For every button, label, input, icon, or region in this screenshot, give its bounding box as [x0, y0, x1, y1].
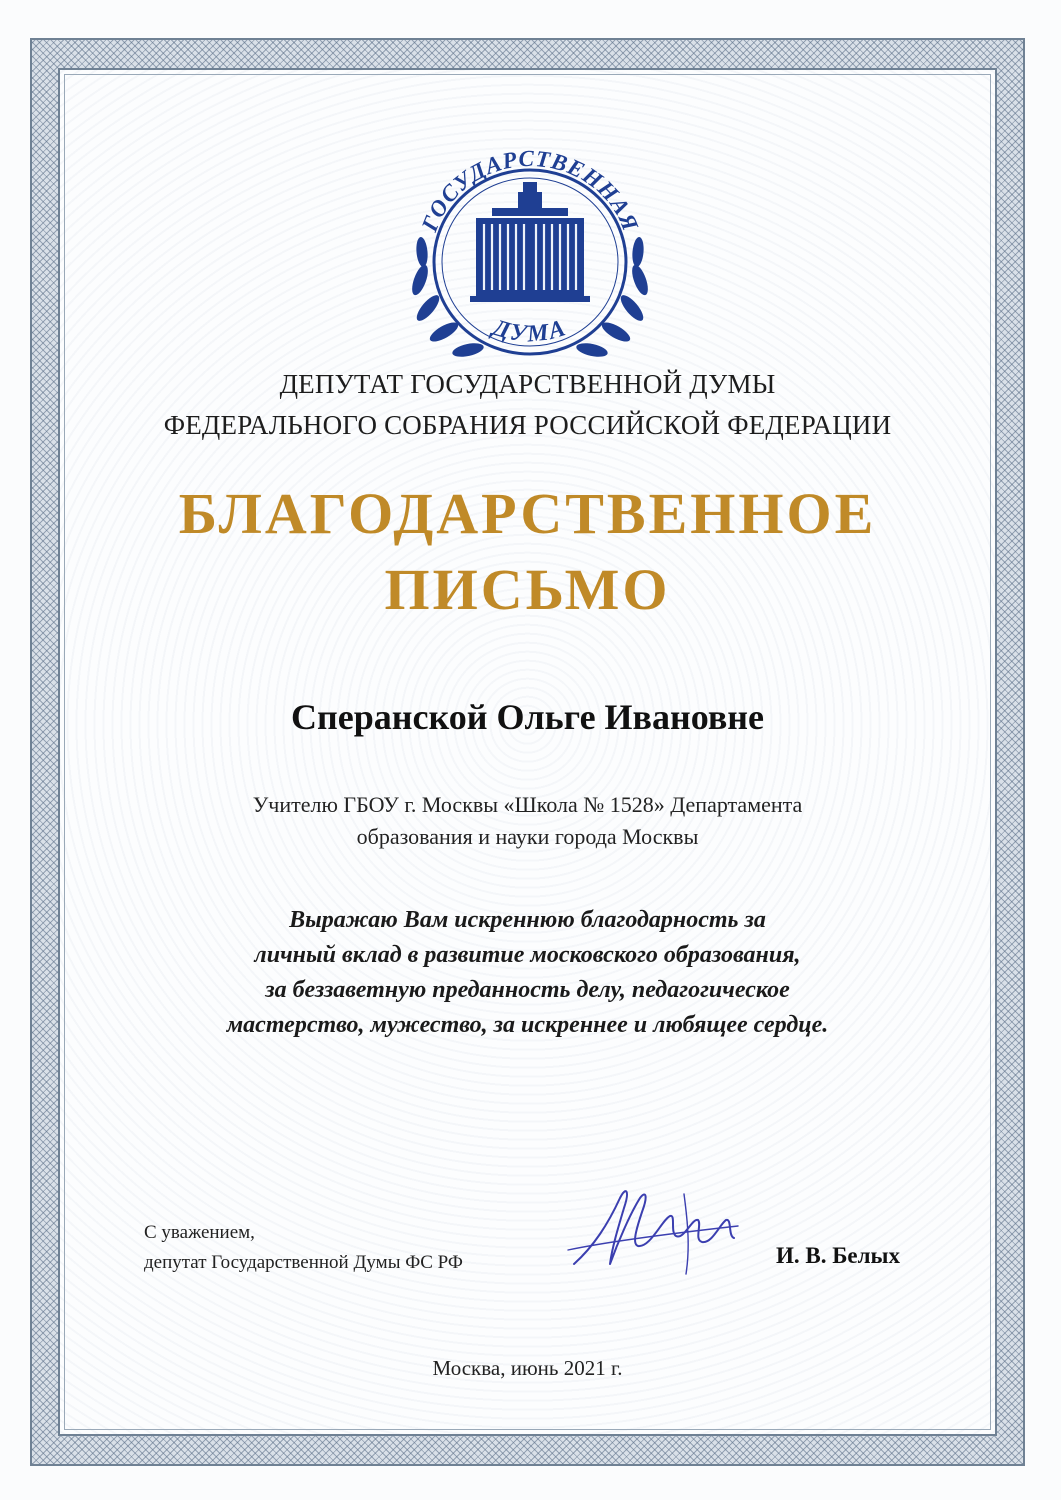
issuer-header	[58, 364, 997, 446]
recipient-position-line: образования и науки города Москвы	[356, 824, 699, 849]
recipient-position-line: Учителю ГБОУ г. Москвы «Школа № 1528» Департамента	[252, 792, 803, 817]
document-title	[58, 476, 997, 628]
closing-block	[144, 1218, 564, 1278]
issuer-header-line: ФЕДЕРАЛЬНОГО СОБРАНИЯ РОССИЙСКОЙ ФЕДЕРАЦИИ	[163, 410, 892, 440]
emblem-top-text: ГОСУДАРСТВЕННАЯ	[416, 145, 644, 235]
signer-role: депутат Государственной Думы ФС РФ	[144, 1252, 463, 1273]
message-line: Выражаю Вам искреннюю благодарность за	[289, 907, 766, 933]
signer-name: И. В. Белых	[775, 1243, 900, 1268]
message-line: за беззаветную преданность делу, педагогическое	[265, 977, 790, 1003]
recipient-position	[58, 789, 997, 853]
place-and-date: Москва, июнь 2021 г.	[432, 1356, 623, 1380]
document-title-line: БЛАГОДАРСТВЕННОЕ	[178, 481, 877, 546]
closing-regards: С уважением,	[144, 1222, 255, 1243]
duma-building-icon	[470, 182, 590, 302]
message-line: мастерство, мужество, за искреннее и любящее сердце.	[226, 1012, 829, 1038]
state-duma-emblem	[380, 130, 680, 370]
document-title-line: ПИСЬМО	[384, 557, 671, 622]
message-line: личный вклад в развитие московского образования,	[254, 942, 801, 968]
certificate-content	[58, 68, 997, 1436]
emblem-bottom-text: ДУМА	[489, 314, 571, 348]
gratitude-message	[58, 903, 997, 1043]
recipient-name: Сперанской Ольге Ивановне	[290, 697, 764, 737]
issuer-header-line: ДЕПУТАТ ГОСУДАРСТВЕННОЙ ДУМЫ	[279, 369, 776, 399]
